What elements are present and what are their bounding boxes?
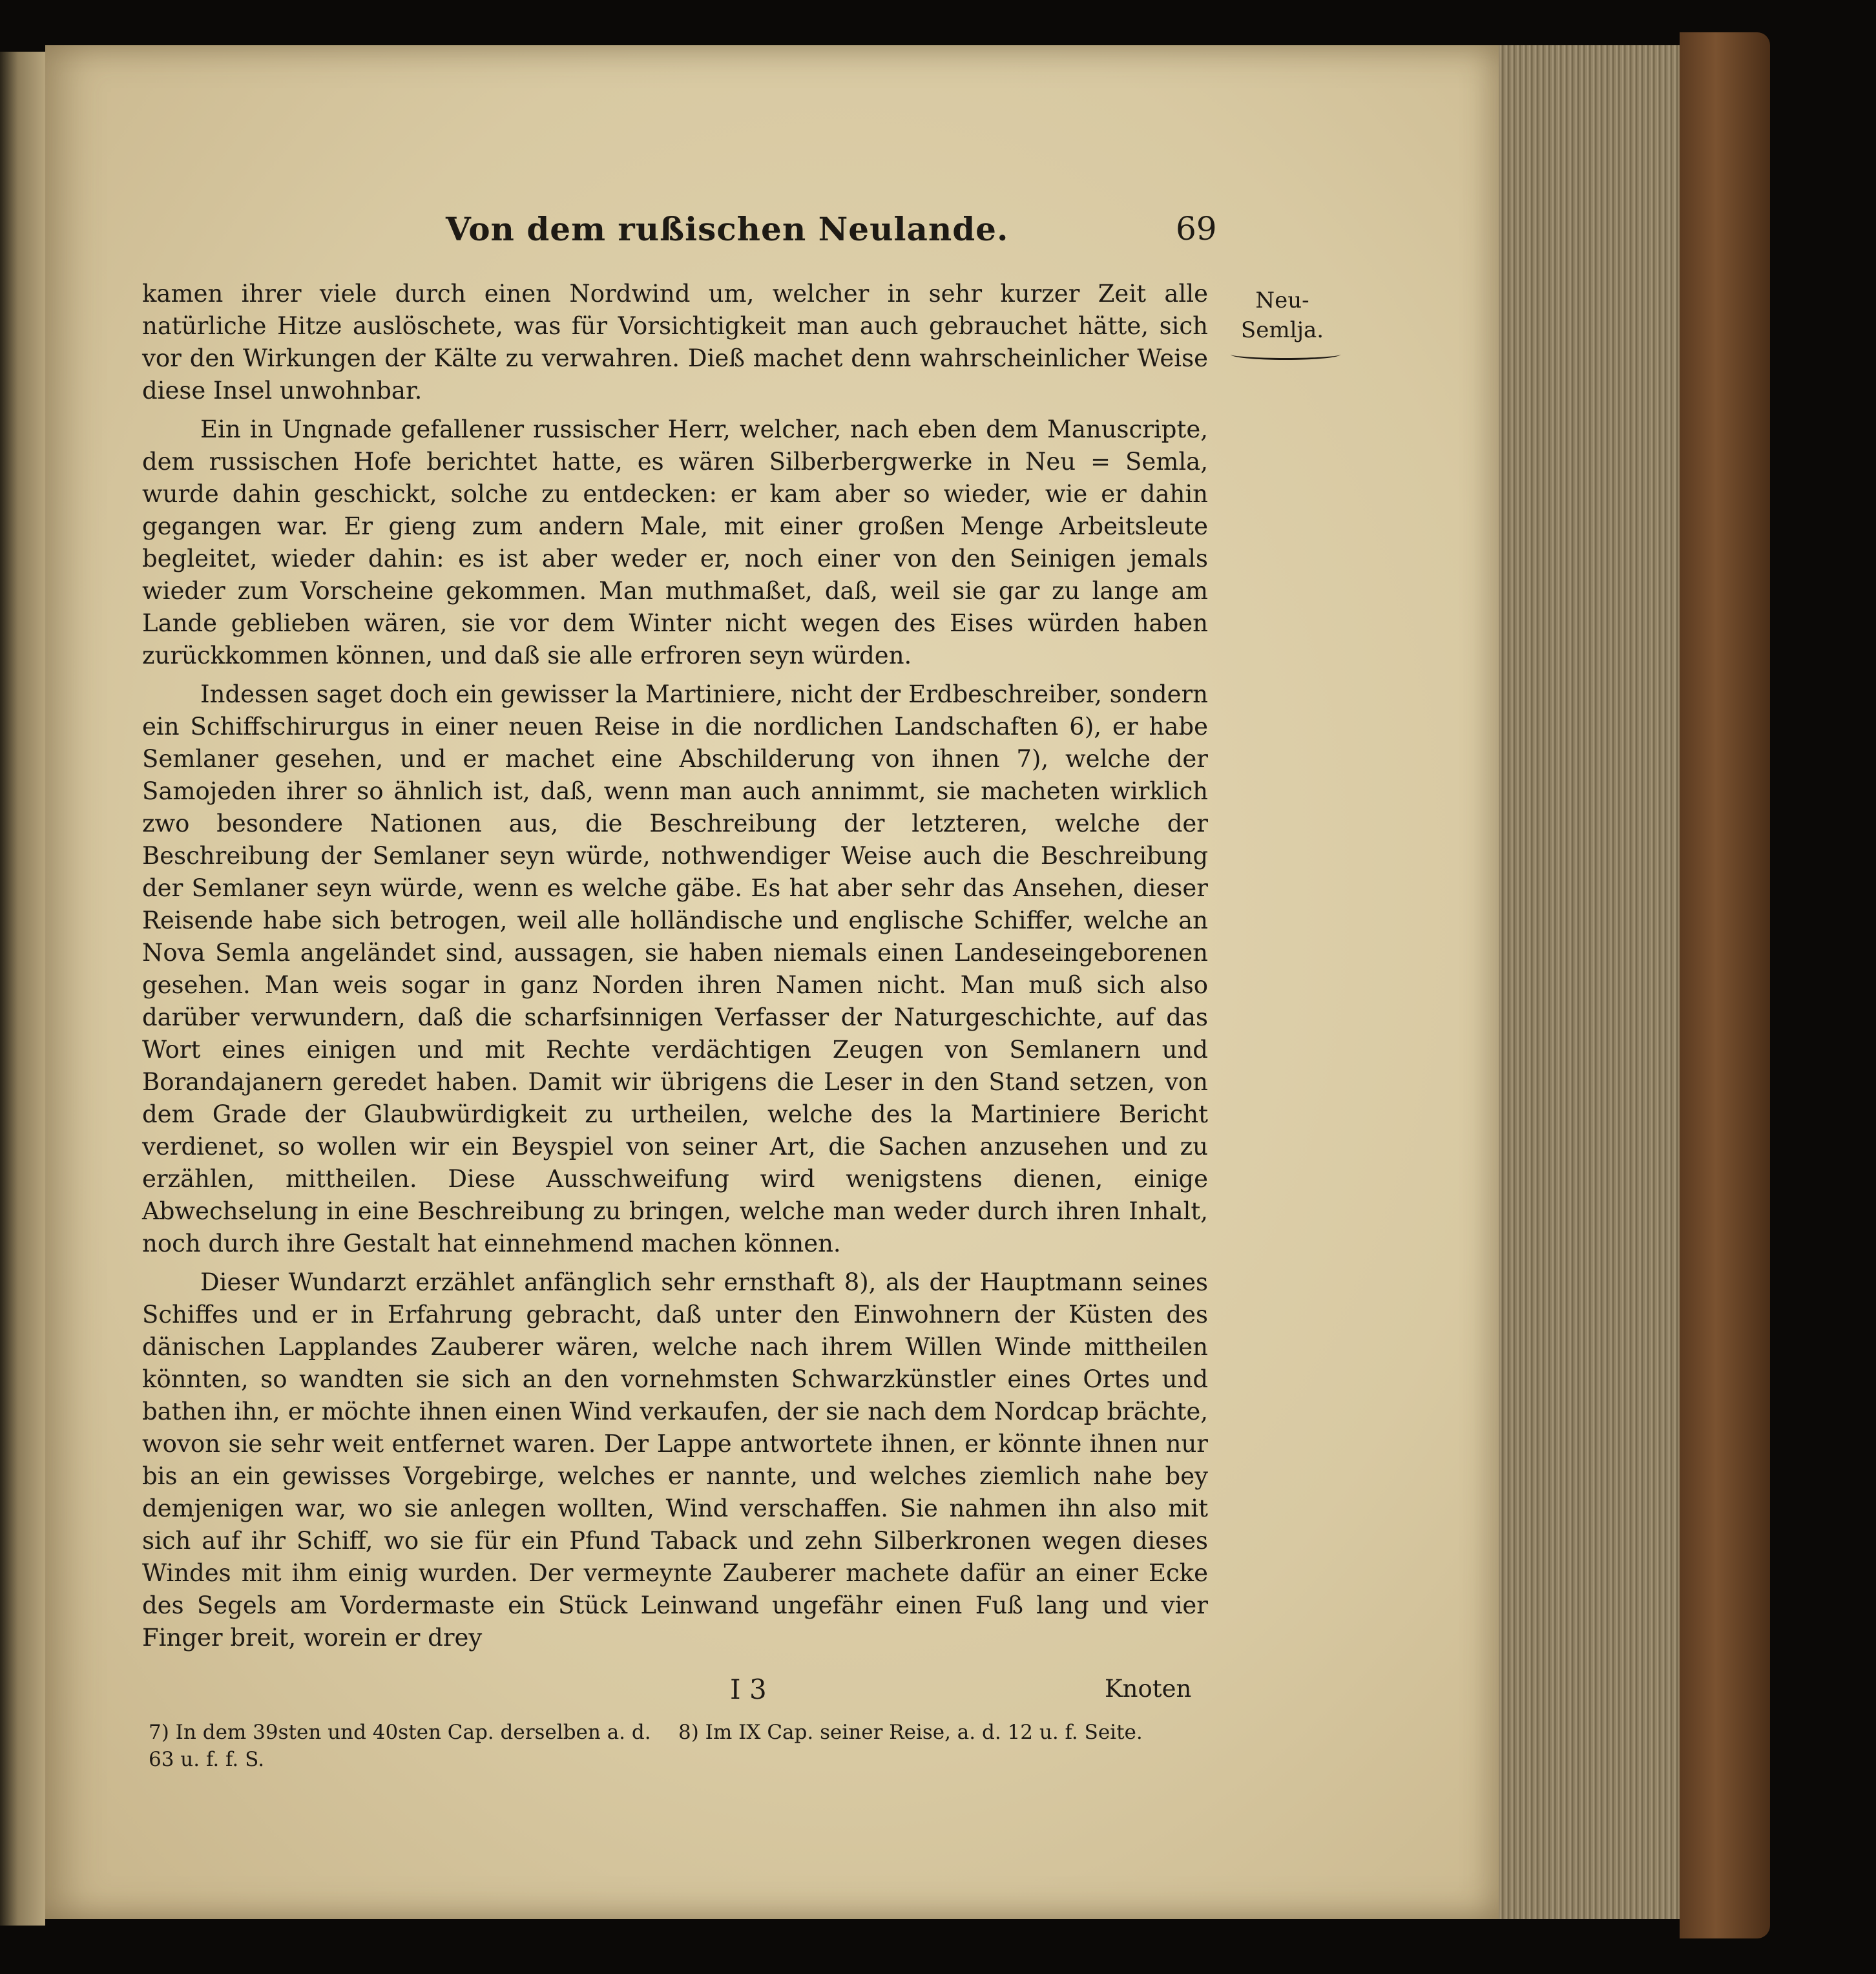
margin-brace-icon xyxy=(1231,349,1340,360)
paragraph: Indessen saget doch ein gewisser la Martiniere, nicht der Erdbeschreiber, sondern ein Schiffschirurgus in einer neuen Reise in die nordlichen Landschaften 6), er habe Semlaner gesehen, und er machet eine Abschilderung von ihnen 7), welche der Samojeden ihrer so ähnlich ist, daß, wenn man auch annimmt, sie macheten wirklich zwo besondere Nationen aus, die Beschreibung der letzteren, welche der Beschreibung der Semlaner seyn würde, nothwendiger Weise auch die Beschreibung der Semlaner seyn würde, wenn es welche gäbe. Es hat aber sehr das Ansehen, dieser Reisende habe sich betrogen, weil alle holländische und englische Schiffer, welche an Nova Semla angeländet sind, aussagen, sie haben niemals einen Landeseingeborenen gesehen. Man weis sogar in ganz Norden ihren Namen nicht. Man muß sich also darüber verwundern, daß die scharfsinnigen Verfasser der Naturgeschichte, auf das Wort eines einigen und mit Rechte verdächtigen Zeugen von Semlanern und Borandajanern geredet haben. Damit wir übrigens die Leser in den Stand setzen, von dem Grade der Glaubwürdigkeit zu urtheilen, welche des la Martiniere Bericht verdienet, so wollen wir ein Beyspiel von seiner Art, die Sachen anzusehen und zu erzählen, mittheilen. Diese Ausschweifung wird wenigstens dienen, einige Abwechselung in eine Beschreibung zu bringen, welche man weder durch ihren Inhalt, noch durch ihre Gestalt hat einnehmend machen können. xyxy=(142,680,1208,1257)
book-cover-edge xyxy=(1680,32,1770,1938)
margin-note xyxy=(1218,286,1347,360)
margin-note-line: Semlja. xyxy=(1240,317,1324,343)
paragraph: Dieser Wundarzt erzählet anfänglich sehr ernsthaft 8), als der Hauptmann seines Schiffes und er in Erfahrung gebracht, daß unter den Einwohnern der Küsten des dänischen Lapplandes Zauberer wären, welche nach ihrem Willen Winde mittheilen könnten, so wandten sie sich an den vornehmsten Schwarzkünstler eines Ortes und bathen ihn, er möchte ihnen einen Wind verkaufen, der sie nach dem Nordcap brächte, wovon sie sehr weit entfernet waren. Der Lappe antwortete ihnen, er könnte ihnen nur bis an ein gewisses Vorgebirge, welches er nannte, und welches ziemlich nahe bey demjenigen war, wo sie anlegen wollten, Wind verschaffen. Sie nahmen ihn also mit sich auf ihr Schiff, wo sie für ein Pfund Taback und zehn Silberkronen wegen dieses Windes mit ihm einig wurden. Der vermeynte Zauberer machete dafür an einer Ecke des Segels am Vordermaste ein Stück Leinwand ungefähr einen Fuß lang und vier Finger breit, worein er drey xyxy=(142,1268,1208,1652)
paragraph: Ein in Ungnade gefallener russischer Herr, welcher, nach eben dem Manuscripte, dem russischen Hofe berichtet hatte, es wären Silberbergwerke in Neu = Semla, wurde dahin geschickt, solche zu entdecken: er kam aber so wieder, wie er dahin gegangen war. Er gieng zum andern Male, mit einer großen Menge Arbeitsleute begleitet, wieder dahin: es ist aber weder er, noch einer von den Seinigen jemals wieder zum Vorscheine gekommen. Man muthmaßet, daß, weil sie gar zu lange am Lande geblieben wären, sie vor dem Winter nicht wegen des Eises würden haben zurückkommen können, und daß sie alle erfroren seyn würden. xyxy=(142,415,1208,669)
paragraph: kamen ihrer viele durch einen Nordwind um, welcher in sehr kurzer Zeit alle natürliche Hitze auslöschete, was für Vorsichtigkeit man auch gebrauchet hätte, sich vor den Wirkungen der Kälte zu verwahren. Dieß machet denn wahrscheinlicher Weise diese Insel unwohnbar. xyxy=(142,280,1208,404)
footnote: 8) Im IX Cap. seiner Reise, a. d. 12 u. f. Seite. xyxy=(678,1721,1143,1744)
book-page xyxy=(45,45,1499,1919)
page-header xyxy=(446,210,1221,262)
footnote: 7) In dem 39sten und 40sten Cap. derselben a. d. 63 u. f. f. S. xyxy=(149,1721,651,1771)
page-number: 69 xyxy=(1176,210,1217,247)
running-title: Von dem rußischen Neulande. xyxy=(446,210,1009,248)
catchword: Knoten xyxy=(1105,1675,1192,1703)
page-stack-edge xyxy=(1499,45,1680,1919)
body-text xyxy=(142,278,1208,1661)
signature-mark: I 3 xyxy=(730,1674,767,1705)
margin-note-line: Neu- xyxy=(1255,288,1309,313)
previous-page-edge xyxy=(0,52,45,1926)
